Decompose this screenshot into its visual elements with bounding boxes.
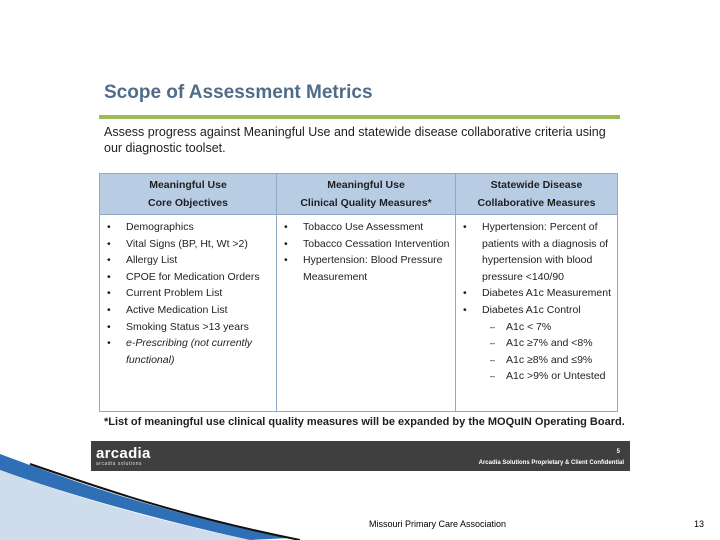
- sub-list-item: – A1c < 7%: [460, 319, 613, 336]
- sub-list-item: – A1c ≥7% and <8%: [460, 335, 613, 352]
- list-item: • Diabetes A1c Control: [460, 302, 613, 319]
- header-line: Core Objectives: [148, 197, 228, 209]
- table-footnote: *List of meaningful use clinical quality measures will be expanded by the MOQuIN Operating Board.: [104, 416, 625, 428]
- list-item: • CPOE for Medication Orders: [104, 269, 272, 286]
- embedded-slide-number: 5: [616, 449, 620, 455]
- intro-text: Assess progress against Meaningful Use and statewide disease collaborative criteria using our diagnostic toolset.: [104, 125, 606, 155]
- page-number: 13: [693, 519, 704, 529]
- list-item: • Active Medication List: [104, 302, 272, 319]
- title-rule: [99, 115, 620, 119]
- metrics-table: [99, 173, 618, 412]
- header-line: Meaningful Use: [149, 179, 227, 191]
- header-line: Meaningful Use: [327, 179, 405, 191]
- list-item: • Diabetes A1c Measurement: [460, 285, 613, 302]
- header-collaborative: [456, 174, 618, 215]
- list-item: • e-Prescribing (not currently functional): [104, 335, 272, 368]
- core-objectives-cell: [100, 215, 277, 412]
- header-line: Collaborative Measures: [477, 197, 596, 209]
- list-item: • Tobacco Use Assessment: [281, 219, 451, 236]
- clinical-quality-cell: [277, 215, 456, 412]
- confidential-notice: Arcadia Solutions Proprietary & Client Confidential: [478, 460, 624, 466]
- header-line: Clinical Quality Measures*: [300, 197, 432, 209]
- header-line: Statewide Disease: [490, 179, 583, 191]
- list-item: • Allergy List: [104, 252, 272, 269]
- sub-list-item: – A1c >9% or Untested: [460, 368, 613, 385]
- list-item: • Current Problem List: [104, 285, 272, 302]
- collaborative-cell: [456, 215, 618, 412]
- decorative-swoosh: [0, 440, 300, 540]
- footer-organization: Missouri Primary Care Association: [369, 519, 507, 529]
- list-item: • Hypertension: Blood Pressure Measurement: [281, 252, 451, 285]
- slide-title: Scope of Assessment Metrics: [104, 82, 373, 103]
- list-item: • Smoking Status >13 years: [104, 319, 272, 336]
- header-core-objectives: [100, 174, 277, 215]
- arcadia-logo: arcadia: [96, 445, 151, 462]
- sub-list-item: – A1c ≥8% and ≤9%: [460, 352, 613, 369]
- list-item: • Vital Signs (BP, Ht, Wt >2): [104, 236, 272, 253]
- list-item: • Demographics: [104, 219, 272, 236]
- list-item: • Tobacco Cessation Intervention: [281, 236, 451, 253]
- header-clinical-quality: [277, 174, 456, 215]
- list-item: • Hypertension: Percent of patients with a diagnosis of hypertension with blood pressure <140/90: [460, 219, 613, 285]
- logo-subtitle: arcadia solutions: [96, 461, 143, 467]
